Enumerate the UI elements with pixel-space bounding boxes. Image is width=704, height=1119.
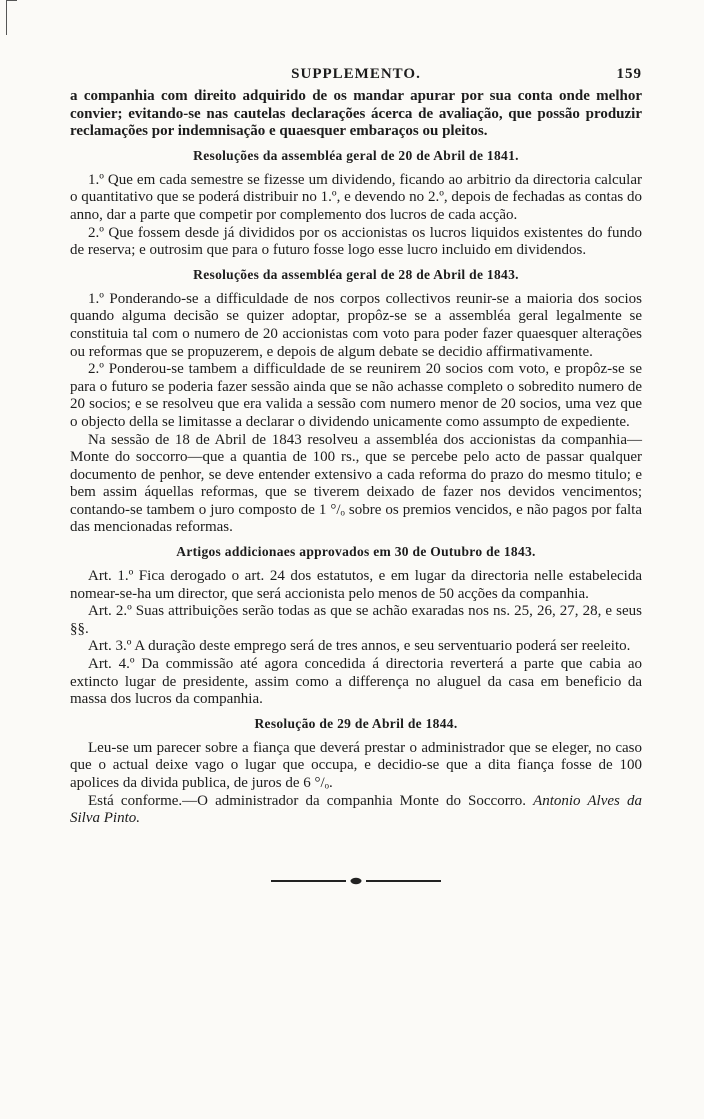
intro-paragraph: a companhia com direito adquirido de os mandar apurar por sua conta onde melhor convier; evitando-se nas cautelas declarações ácerca de avaliação, que possão produzir reclamações por indemnisação e quaesquer embaraços ou pleitos.: [70, 88, 642, 140]
resolution-1841-item-2: 2.º Que fossem desde já divididos por os accionistas os lucros liquidos existentes do fundo de reserva; e outrosim que para o futuro fosse logo esse lucro incluido em dividendos.: [70, 224, 642, 259]
resolution-1844-paragraph: Leu-se um parecer sobre a fiança que deverá prestar o administrador que se eleger, no caso que o actual deixe vago o lugar que occupa, e decidio-se que a dita fiança fosse de 100 apolices da divida publica, de juros de 6 °/ₒ.: [70, 739, 642, 791]
conformity-text: Está conforme.—O administrador da companhia Monte do Soccorro.: [88, 792, 526, 809]
resolution-1843-item-2: 2.º Ponderou-se tambem a difficuldade de se reunirem 20 socios com voto, e propôz-se se para o futuro se poderia fazer sessão ainda que se não achasse completo o sobredito numero de 20 socios; e se resolveu que era valida a sessão com numero menor de 20 socios, uma vez que o objecto della se limitasse a declarar o dividendo unicamente como assumpto de expediente.: [70, 361, 642, 430]
ornament-bar-left: [271, 880, 346, 882]
article-4: Art. 4.º Da commissão até agora concedida á directoria reverterá a parte que cabia ao extincto lugar de presidente, assim como a differença no aluguel da casa em beneficio da massa dos lucros da companhia.: [70, 656, 642, 708]
article-2: Art. 2.º Suas attribuições serão todas as que se achão exaradas nos ns. 25, 26, 27, 28, e seus §§.: [70, 603, 642, 637]
document-page: [70, 66, 642, 886]
article-1: Art. 1.º Fica derogado o art. 24 dos estatutos, e em lugar da directoria nelle estabelecida nomear-se-ha um director, que será accionista pelo menos de 50 acções da companhia.: [70, 568, 642, 602]
ornament-bar-right: [366, 880, 441, 882]
resolution-1841-item-1: 1.º Que em cada semestre se fizesse um dividendo, ficando ao arbitrio da directoria calcular o quantitativo que se poderá distribuir no 1.º, e devendo no 2.º, depois de fechadas as contas do anno, dar a parte que competir por complemento dos lucros de cada acção.: [70, 171, 642, 223]
section-heading-1844: Resolução de 29 de Abril de 1844.: [254, 715, 458, 731]
running-header: [70, 66, 642, 88]
page-number: 159: [616, 66, 642, 82]
page-corner-mark: [6, 0, 17, 35]
article-3: Art. 3.º A duração deste emprego será de tres annos, e seu serventuario poderá ser reeleito.: [88, 638, 631, 655]
section-heading-1843: Resoluções da assembléa geral de 28 de Abril de 1843.: [193, 266, 519, 282]
resolution-1843-item-1: 1.º Ponderando-se a difficuldade de nos corpos collectivos reunir-se a maioria dos socios quando alguma decisão se quizer adoptar, propôz-se se a assembléa geral legalmente se constituia tal com o numero de 20 accionistas com voto para poder fazer quaesquer alterações ou reformas que se propuzerem, e depois de algum debate se decidio affirmativamente.: [70, 290, 642, 360]
signature-name: Antonio Alves da Silva Pinto.: [70, 792, 642, 827]
ornament-knot-icon: [350, 877, 362, 885]
conformity-statement: [70, 793, 642, 828]
section-heading-1841: Resoluções da assembléa geral de 20 de Abril de 1841.: [193, 147, 519, 163]
section-heading-additional-articles: Artigos addicionaes approvados em 30 de Outubro de 1843.: [176, 544, 536, 560]
header-title: SUPPLEMENTO.: [291, 66, 421, 82]
resolution-1843-session-note: Na sessão de 18 de Abril de 1843 resolveu a assembléa dos accionistas da companhia—Monte do soccorro—que a quantia de 100 rs., que se percebe pelo acto de passar qualquer documento de penhor, se deve entender extensivo a cada reforma do prazo do mesmo titulo; e bem assim áquellas reformas, que se tiverem deixado de fazer nos devidos vencimentos; contando-se tambem o juro composto de 1 °/ₒ sobre os premios vencidos, e não pagos por falta das mencionadas reformas.: [70, 431, 642, 536]
closing-ornament-rule: [271, 876, 441, 886]
